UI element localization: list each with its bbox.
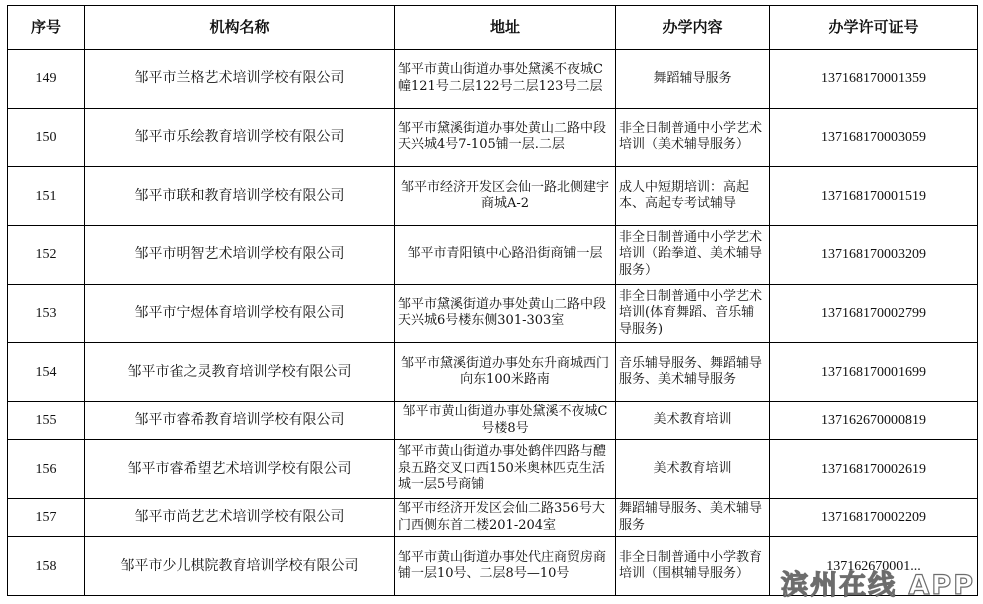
table-row <box>8 284 978 343</box>
institution-table <box>7 5 978 596</box>
address-text: 邹平市青阳镇中心路沿街商铺一层 <box>407 246 603 262</box>
table-row <box>8 401 978 439</box>
org-name: 邹平市尚艺艺术培训学校有限公司 <box>85 498 395 536</box>
license-number: 137168170002209 <box>770 498 978 536</box>
org-name: 邹平市宁煜体育培训学校有限公司 <box>85 284 395 343</box>
license-number: 137168170001519 <box>770 167 978 226</box>
address <box>395 225 616 284</box>
org-name: 邹平市明智艺术培训学校有限公司 <box>85 225 395 284</box>
address <box>395 167 616 226</box>
col-header-num: 序号 <box>8 6 85 50</box>
row-num: 156 <box>8 440 85 499</box>
teaching-content <box>616 50 770 109</box>
address: 邹平市经济开发区会仙二路356号大门西侧东首二楼201-204室 <box>395 498 616 536</box>
row-num: 151 <box>8 167 85 226</box>
org-name: 邹平市睿希教育培训学校有限公司 <box>85 401 395 439</box>
table-row <box>8 225 978 284</box>
teaching-content: 非全日制普通中小学艺术培训（跆拳道、美术辅导服务） <box>616 225 770 284</box>
row-num: 154 <box>8 343 85 402</box>
license-number: 137168170001699 <box>770 343 978 402</box>
address: 邹平市黄山街道办事处鹤伴四路与醴泉五路交叉口西150米奥林匹克生活城一层5号商铺 <box>395 440 616 499</box>
row-num: 149 <box>8 50 85 109</box>
org-name: 邹平市兰格艺术培训学校有限公司 <box>85 50 395 109</box>
row-num: 155 <box>8 401 85 439</box>
license-number: 137162670000819 <box>770 401 978 439</box>
row-num: 153 <box>8 284 85 343</box>
col-header-content: 办学内容 <box>616 6 770 50</box>
table-row <box>8 343 978 402</box>
teaching-content <box>616 401 770 439</box>
teaching-content: 非全日制普通中小学艺术培训(体育舞蹈、音乐辅导服务) <box>616 284 770 343</box>
address: 邹平市黛溪街道办事处黄山二路中段天兴城6号楼东侧301-303室 <box>395 284 616 343</box>
org-name: 邹平市少儿棋院教育培训学校有限公司 <box>85 537 395 596</box>
address: 邹平市黛溪街道办事处黄山二路中段天兴城4号7-105铺一层.二层 <box>395 108 616 167</box>
row-num: 158 <box>8 537 85 596</box>
table-row <box>8 498 978 536</box>
org-name: 邹平市乐绘教育培训学校有限公司 <box>85 108 395 167</box>
address-text: 邹平市黄山街道办事处黛溪不夜城C号楼8号 <box>402 404 608 436</box>
org-name: 邹平市雀之灵教育培训学校有限公司 <box>85 343 395 402</box>
col-header-license: 办学许可证号 <box>770 6 978 50</box>
license-number: 137162670001... <box>770 537 978 596</box>
header-row <box>8 6 978 50</box>
address: 邹平市黄山街道办事处代庄商贸房商铺一层10号、二层8号—10号 <box>395 537 616 596</box>
content-text: 舞蹈辅导服务 <box>653 70 732 86</box>
content-text: 美术教育培训 <box>653 412 732 428</box>
table-row <box>8 108 978 167</box>
watermark-logo: 滨州在线 APP <box>781 570 975 601</box>
license-number: 137168170001359 <box>770 50 978 109</box>
table-row <box>8 440 978 499</box>
content-text: 美术教育培训 <box>653 460 732 476</box>
org-name: 邹平市睿希望艺术培训学校有限公司 <box>85 440 395 499</box>
address <box>395 343 616 402</box>
teaching-content: 舞蹈辅导服务、美术辅导服务 <box>616 498 770 536</box>
teaching-content: 非全日制普通中小学教育培训（围棋辅导服务） <box>616 537 770 596</box>
col-header-name: 机构名称 <box>85 6 395 50</box>
address: 邹平市黄山街道办事处黛溪不夜城C幢121号二层122号二层123号二层 <box>395 50 616 109</box>
teaching-content: 成人中短期培训：高起本、高起专考试辅导 <box>616 167 770 226</box>
table-row <box>8 50 978 109</box>
address-text: 邹平市黛溪街道办事处东升商城西门向东100米路南 <box>400 355 609 388</box>
org-name: 邹平市联和教育培训学校有限公司 <box>85 167 395 226</box>
row-num: 152 <box>8 225 85 284</box>
row-num: 150 <box>8 108 85 167</box>
license-number: 137168170003059 <box>770 108 978 167</box>
address-text: 邹平市经济开发区会仙一路北侧建宇商城A-2 <box>400 179 609 212</box>
teaching-content <box>616 440 770 499</box>
row-num: 157 <box>8 498 85 536</box>
license-number: 137168170002619 <box>770 440 978 499</box>
table-row <box>8 167 978 226</box>
address <box>395 401 616 439</box>
license-number: 137168170003209 <box>770 225 978 284</box>
teaching-content: 音乐辅导服务、舞蹈辅导服务、美术辅导服务 <box>616 343 770 402</box>
col-header-address: 地址 <box>395 6 616 50</box>
license-number: 137168170002799 <box>770 284 978 343</box>
teaching-content: 非全日制普通中小学艺术培训（美术辅导服务） <box>616 108 770 167</box>
